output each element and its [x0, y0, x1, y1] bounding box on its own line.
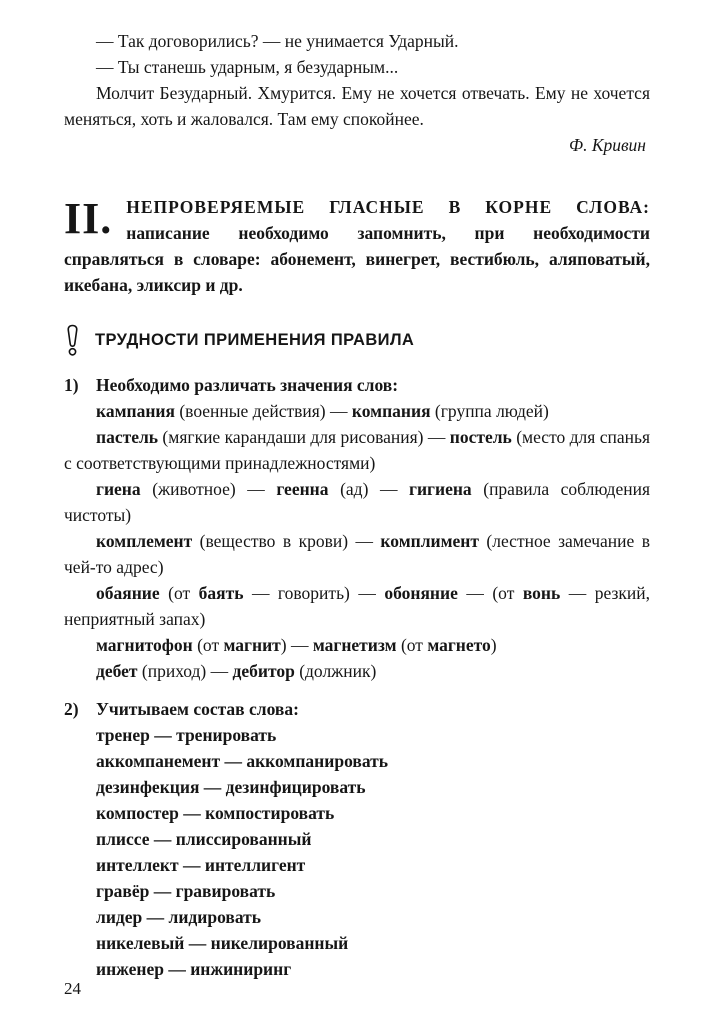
difficulties-heading [64, 324, 650, 356]
difficulties-title: ТРУДНОСТИ ПРИМЕНЕНИЯ ПРАВИЛА [95, 331, 415, 349]
dialogue-line: — Так договорились? — не унимается Ударный. [96, 31, 459, 51]
word-pair: гравёр — гравировать [96, 881, 276, 901]
word-pair: аккомпанемент — аккомпанировать [96, 751, 388, 771]
word-pair: дезинфекция — дезинфицировать [96, 777, 366, 797]
exclamation-icon [64, 324, 81, 356]
item-number: 2) [64, 699, 79, 719]
word-entries [64, 398, 650, 684]
word-pair: никелевый — никелированный [96, 933, 349, 953]
section-title: НЕПРОВЕРЯЕМЫЕ ГЛАСНЫЕ В КОРНЕ СЛОВА: [126, 197, 650, 217]
word-entry: кампания (военные действия) — компания (группа людей) [96, 401, 549, 421]
rule-item-1 [64, 372, 650, 684]
section-body: написание необходимо запомнить, при необходимости справляться в словаре: абонемент, винегрет, вестибюль, аляповатый, икебана, эликсир и др. [64, 223, 650, 295]
word-entry: магнитофон (от магнит) — магнетизм (от магнето) [96, 635, 497, 655]
item-number: 1) [64, 375, 79, 395]
word-pairs [64, 722, 650, 982]
word-pair: лидер — лидировать [96, 907, 261, 927]
page-number: 24 [64, 979, 81, 998]
rule-section [64, 194, 650, 298]
dialogue-line: — Ты станешь ударным, я безударным... [96, 57, 399, 77]
word-pair: компостер — компостировать [96, 803, 335, 823]
word-pair: плиссе — плиссированный [96, 829, 312, 849]
word-entry: комплемент (вещество в крови) — комплимент (лестное замечание в чей-то адрес) [64, 531, 650, 577]
epigraph [64, 28, 650, 158]
item-title: Учитываем состав слова: [96, 699, 299, 719]
word-entry: обаяние (от баять — говорить) — обоняние — (от вонь — резкий, неприятный запах) [64, 583, 650, 629]
word-entry: пастель (мягкие карандаши для рисования) — постель (место для спанья с соответствующими принадлежностями) [64, 427, 650, 473]
word-pair: инженер — инжиниринг [96, 959, 292, 979]
narration: Молчит Безударный. Хмурится. Ему не хочется отвечать. Ему не хочется меняться, хоть и жаловался. Там ему спокойнее. [64, 83, 650, 129]
word-entry: гиена (животное) — геенна (ад) — гигиена (правила соблюдения чистоты) [64, 479, 650, 525]
section-numeral: II. [64, 194, 113, 243]
rule-item-2 [64, 696, 650, 982]
word-entry: дебет (приход) — дебитор (должник) [96, 661, 377, 681]
author-signature: Ф. Кривин [569, 135, 646, 155]
item-title: Необходимо различать значения слов: [96, 375, 399, 395]
word-pair: интеллект — интеллигент [96, 855, 306, 875]
list-item-heading [64, 696, 650, 722]
word-pair: тренер — тренировать [96, 725, 277, 745]
list-item-heading [64, 372, 650, 398]
